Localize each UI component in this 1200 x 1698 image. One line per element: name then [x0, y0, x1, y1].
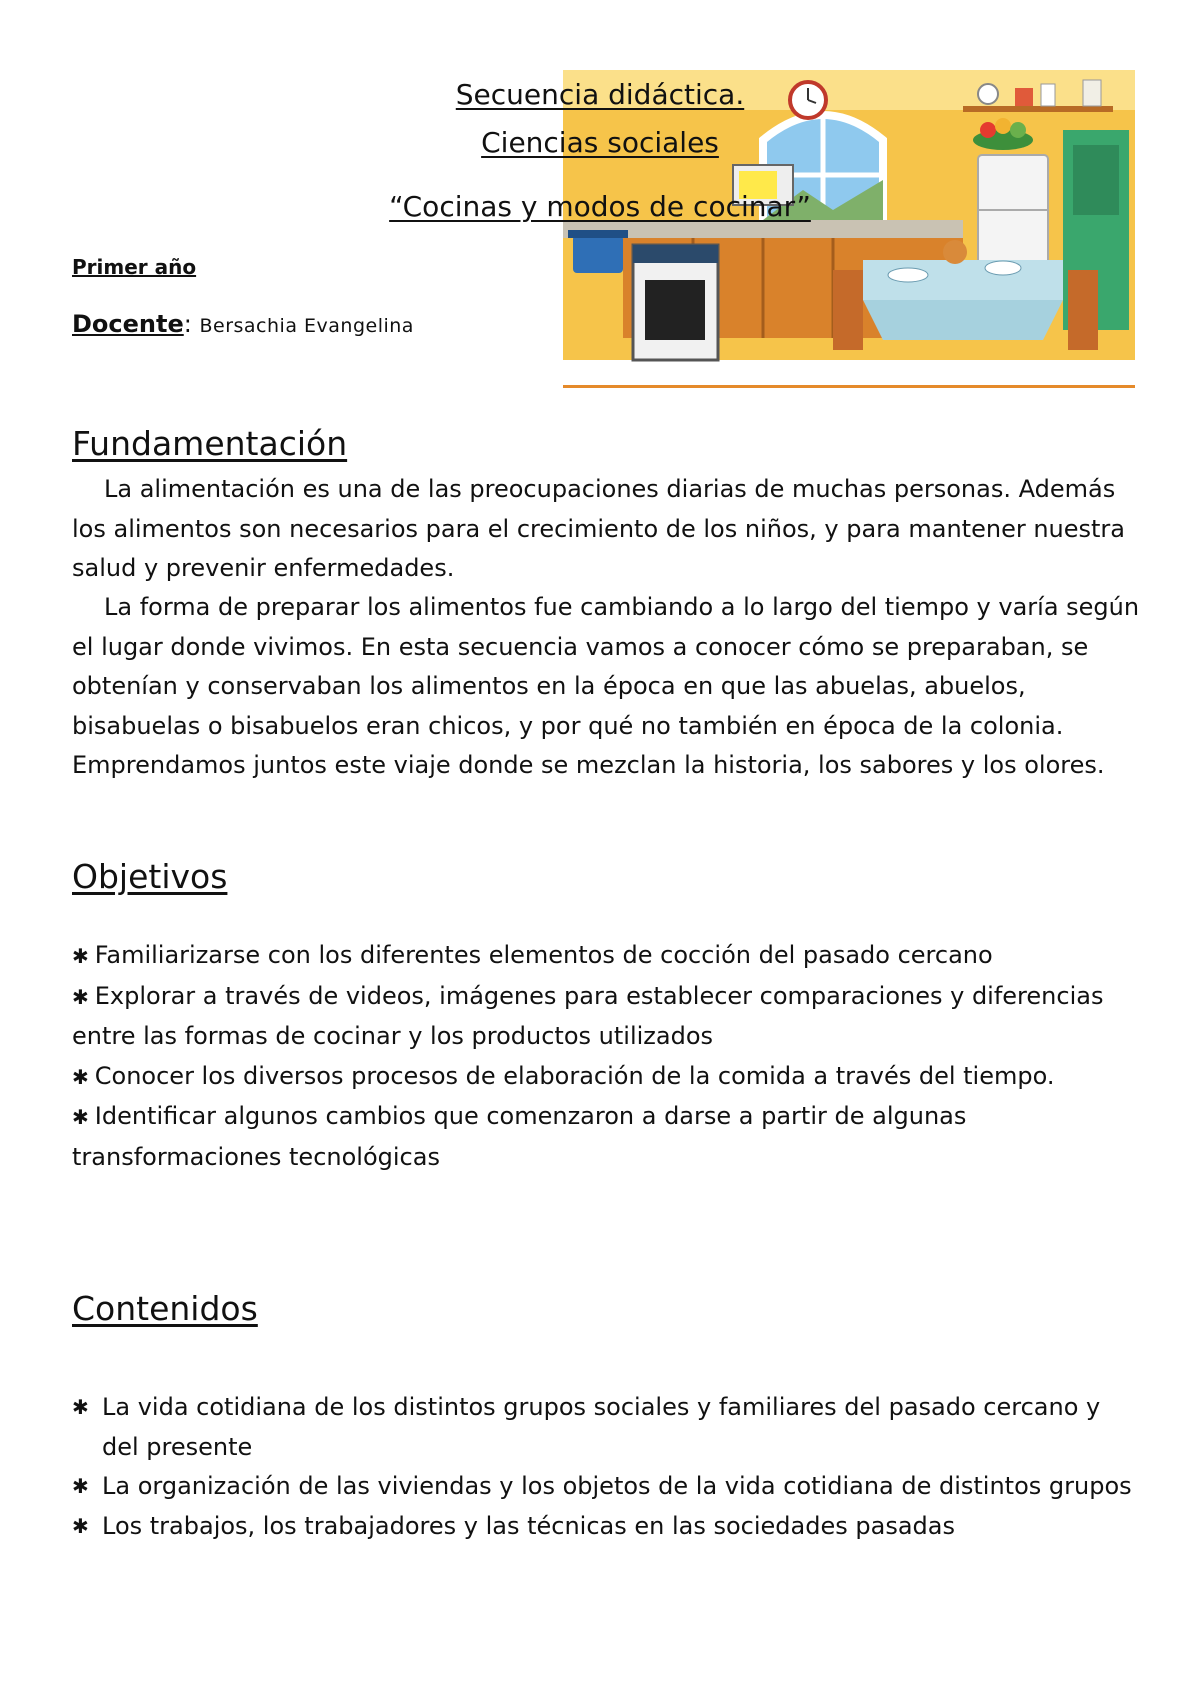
- list-item: ✱ La organización de las viviendas y los objetos de la vida cotidiana de distintos grupos: [72, 1467, 1142, 1507]
- list-item: ✱ Conocer los diversos procesos de elaboración de la comida a través del tiempo.: [72, 1061, 1055, 1090]
- objetivos-heading: Objetivos: [72, 857, 228, 896]
- fundamentacion-paragraph-1: [72, 470, 1142, 589]
- asterisk-icon: ✱: [72, 1474, 89, 1498]
- teacher-separator: :: [183, 310, 192, 338]
- asterisk-icon: ✱: [72, 1395, 89, 1419]
- title-line-3: “Cocinas y modos de cocinar”: [389, 190, 811, 223]
- asterisk-icon: ✱: [72, 1064, 89, 1089]
- fundamentacion-heading: Fundamentación: [72, 424, 348, 463]
- contenidos-heading: Contenidos: [72, 1289, 258, 1328]
- asterisk-icon: ✱: [72, 1105, 89, 1129]
- paragraph-text: La alimentación es una de las preocupaciones diarias de muchas personas. Además los alimentos son necesarios para el crecimiento de los niños, y para mantener nuestra salud y prevenir enfermedades.: [72, 475, 1125, 582]
- fundamentacion-paragraph-2: [72, 588, 1142, 786]
- kitchen-illustration: [563, 70, 1135, 392]
- title-line-2: Ciencias sociales: [481, 126, 719, 159]
- list-item: ✱ La vida cotidiana de los distintos grupos sociales y familiares del pasado cercano y del presente: [72, 1388, 1142, 1467]
- asterisk-icon: ✱: [72, 944, 89, 968]
- title-line-1: Secuencia didáctica.: [455, 78, 745, 111]
- objetivos-list: [72, 936, 1142, 1177]
- teacher-line: [72, 310, 414, 338]
- school-year: Primer año: [72, 255, 197, 279]
- asterisk-icon: ✱: [72, 984, 89, 1009]
- asterisk-icon: ✱: [72, 1513, 89, 1538]
- teacher-label: Docente: [72, 310, 184, 338]
- teacher-name: Bersachia Evangelina: [199, 315, 414, 337]
- list-item: ✱ Familiarizarse con los diferentes elementos de cocción del pasado cercano: [72, 941, 993, 969]
- list-item: ✱ Los trabajos, los trabajadores y las técnicas en las sociedades pasadas: [72, 1507, 1142, 1547]
- list-item: ✱ Identificar algunos cambios que comenzaron a darse a partir de algunas transformaciones tecnológicas: [72, 1102, 967, 1171]
- list-item: ✱ Explorar a través de videos, imágenes para establecer comparaciones y diferencias entre las formas de cocinar y los productos utilizados: [72, 981, 1104, 1050]
- paragraph-text: La forma de preparar los alimentos fue cambiando a lo largo del tiempo y varía según el lugar donde vivimos. En esta secuencia vamos a conocer cómo se preparaban, se obtenían y conservaban los alimentos en la época en que las abuelas, abuelos, bisabuelas o bisabuelos eran chicos, y por qué no también en época de la colonia. Emprendamos juntos este viaje donde se mezclan la historia, los sabores y los olores.: [72, 593, 1140, 779]
- contenidos-list: [72, 1388, 1142, 1546]
